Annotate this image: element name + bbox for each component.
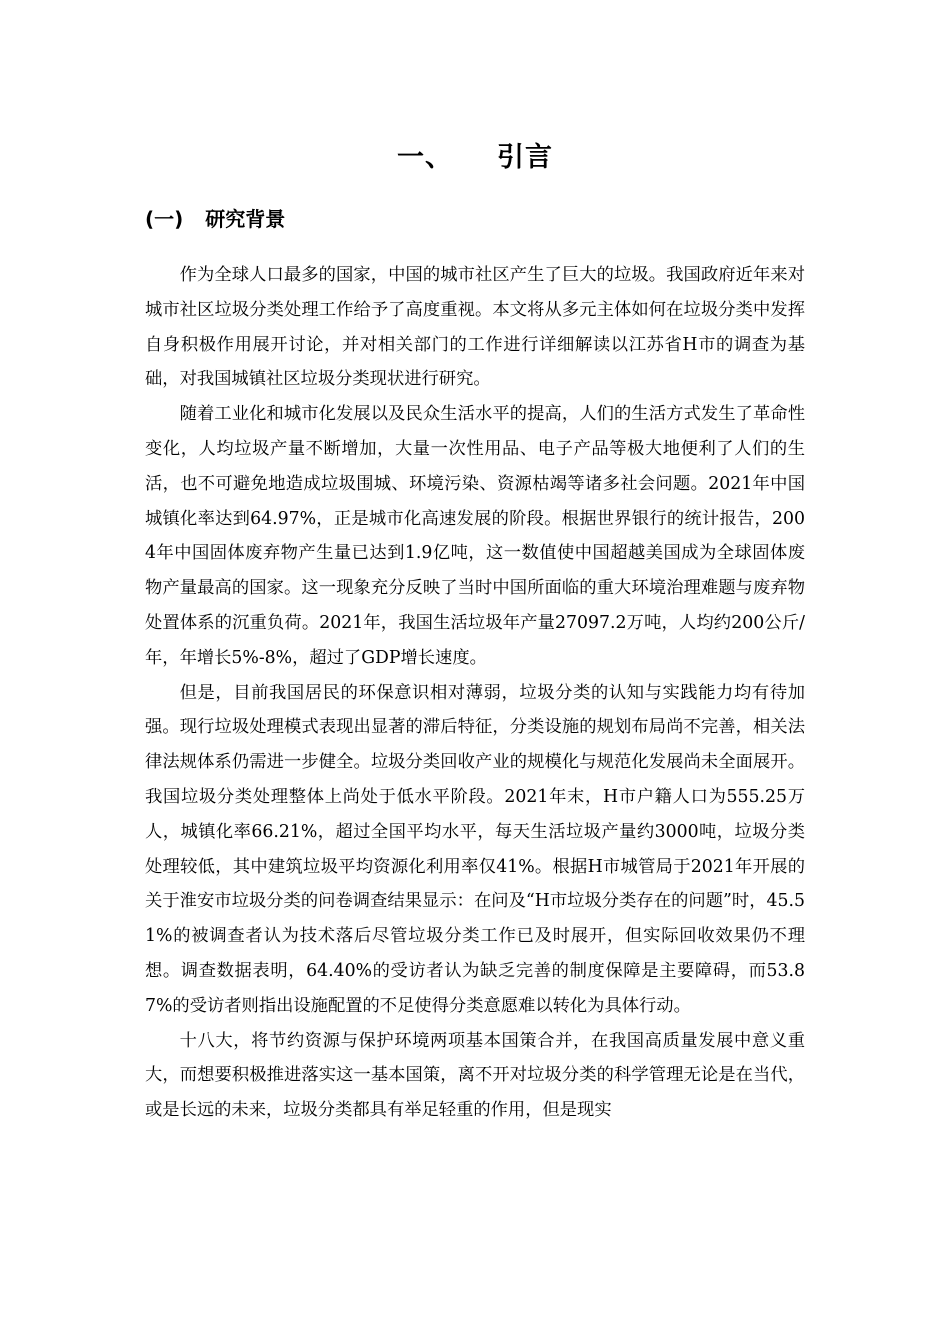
body-text [145, 258, 805, 1128]
chapter-number: 一、 [397, 142, 453, 173]
paragraph-3: 但是，目前我国居民的环保意识相对薄弱，垃圾分类的认知与实践能力均有待加强。现行垃圾处理模式表现出显著的滞后特征，分类设施的规划布局尚不完善，相关法律法规体系仍需进一步健全。垃圾分类回收产业的规模化与规范化发展尚未全面展开。我国垃圾分类处理整体上尚处于低水平阶段。2021年末，H市户籍人口为555.25万人，城镇化率66.21%，超过全国平均水平，每天生活垃圾产量约3000吨，垃圾分类处理较低，其中建筑垃圾平均资源化利用率仅41%。根据H市城管局于2021年开展的关于淮安市垃圾分类的问卷调查结果显示：在问及“H市垃圾分类存在的问题”时，45.51%的被调查者认为技术落后尽管垃圾分类工作已及时展开，但实际回收效果仍不理想。调查数据表明，64.40%的受访者认为缺乏完善的制度保障是主要障碍，而53.87%的受访者则指出设施配置的不足使得分类意愿难以转化为具体行动。 [145, 682, 805, 1016]
paragraph-1: 作为全球人口最多的国家，中国的城市社区产生了巨大的垃圾。我国政府近年来对城市社区垃圾分类处理工作给予了高度重视。本文将从多元主体如何在垃圾分类中发挥自身积极作用展开讨论，并对相关部门的工作进行详细解读以江苏省H市的调查为基础，对我国城镇社区垃圾分类现状进行研究。 [145, 265, 805, 390]
section-heading [145, 202, 285, 236]
section-number: (一) [145, 207, 184, 231]
paragraph-4: 十八大，将节约资源与保护环境两项基本国策合并，在我国高质量发展中意义重大，而想要积极推进落实这一基本国策，离不开对垃圾分类的科学管理无论是在当代，或是长远的未来，垃圾分类都具有举足轻重的作用，但是现实 [145, 1030, 805, 1121]
paragraph-2: 随着工业化和城市化发展以及民众生活水平的提高，人们的生活方式发生了革命性变化，人均垃圾产量不断增加，大量一次性用品、电子产品等极大地便利了人们的生活，也不可避免地造成垃圾围城、环境污染、资源枯竭等诸多社会问题。2021年中国城镇化率达到64.97%，正是城市化高速发展的阶段。根据世界银行的统计报告，2004年中国固体废弃物产生量已达到1.9亿吨，这一数值使中国超越美国成为全球固体废物产量最高的国家。这一现象充分反映了当时中国所面临的重大环境治理难题与废弃物处置体系的沉重负荷。2021年，我国生活垃圾年产量27097.2万吨，人均约200公斤/年，年增长5%-8%，超过了GDP增长速度。 [145, 404, 805, 668]
section-title: 研究背景 [205, 207, 286, 231]
chapter-title: 引言 [497, 142, 553, 173]
chapter-heading [0, 138, 950, 178]
